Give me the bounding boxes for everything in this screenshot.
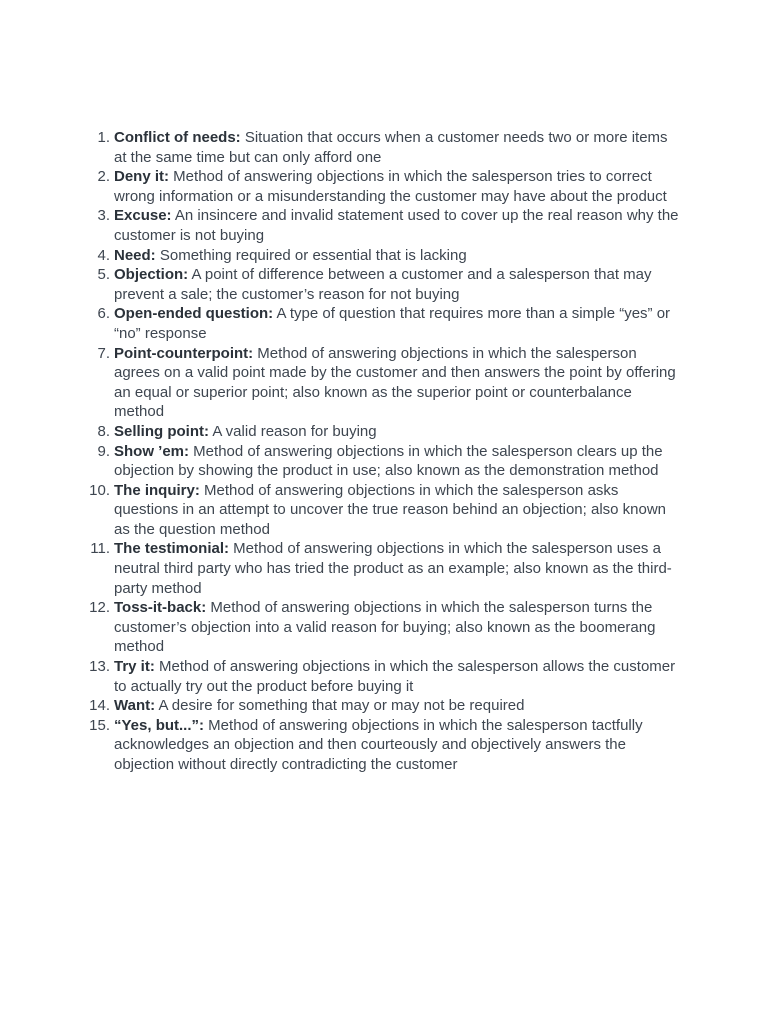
- glossary-entry-show-em: [84, 442, 684, 481]
- entry-term: Try it:: [114, 658, 155, 676]
- entry-term: Excuse:: [114, 207, 172, 225]
- glossary-entry-objection: [84, 265, 684, 304]
- entry-term: Open-ended question:: [114, 305, 274, 323]
- entry-definition: Method of answering objections in which the salesperson turns the customer’s objection into a valid reason for buying; also known as the boomerang method: [114, 599, 656, 656]
- entry-number: 12.: [89, 599, 110, 617]
- entry-number: 8.: [97, 422, 110, 440]
- entry-term: Toss-it-back:: [114, 599, 207, 617]
- glossary-entry-yes-but: [84, 716, 684, 775]
- glossary-entry-point-counterpoint: [84, 344, 684, 422]
- glossary-list: [84, 128, 684, 775]
- entry-definition: Method of answering objections in which the salesperson tactfully acknowledges an objection and then courteously and objectively answers the objection without directly contradicting the customer: [114, 716, 643, 773]
- entry-term: Conflict of needs:: [114, 129, 241, 146]
- entry-number: 4.: [97, 246, 110, 264]
- entry-number: 3.: [97, 207, 110, 225]
- entry-definition: Situation that occurs when a customer needs two or more items at the same time but can only afford one: [114, 129, 668, 166]
- entry-number: 14.: [89, 697, 110, 715]
- entry-definition: An insincere and invalid statement used to cover up the real reason why the customer is not buying: [114, 207, 679, 244]
- entry-number: 9.: [97, 442, 110, 460]
- entry-term: The testimonial:: [114, 540, 230, 558]
- glossary-entry-the-testimonial: [84, 539, 684, 598]
- entry-term: Objection:: [114, 266, 189, 284]
- entry-number: 1.: [97, 129, 110, 146]
- glossary-entry-try-it: [84, 657, 684, 696]
- entry-definition: Something required or essential that is lacking: [155, 246, 467, 264]
- entry-term: “Yes, but...”:: [114, 716, 205, 734]
- entry-definition: A point of difference between a customer and a salesperson that may prevent a sale; the customer’s reason for not buying: [114, 266, 652, 303]
- entry-number: 2.: [97, 168, 110, 186]
- entry-definition: Method of answering objections in which the salesperson agrees on a valid point made by the customer and then answers the point by offering an equal or superior point; also known as the superior point or counterbalance method: [114, 344, 676, 421]
- glossary-entry-open-ended-question: [84, 304, 684, 343]
- glossary-entry-need: [84, 246, 684, 266]
- entry-definition: Method of answering objections in which the salesperson tries to correct wrong information or a misunderstanding the customer may have about the product: [114, 168, 667, 205]
- glossary-entry-toss-it-back: [84, 598, 684, 657]
- entry-number: 6.: [97, 305, 110, 323]
- entry-definition: Method of answering objections in which the salesperson asks questions in an attempt to uncover the true reason behind an objection; also known as the question method: [114, 481, 667, 538]
- entry-number: 13.: [89, 658, 110, 676]
- entry-number: 7.: [97, 344, 110, 362]
- glossary-entry-want: [84, 696, 684, 716]
- entry-term: Point-counterpoint:: [114, 344, 254, 362]
- entry-term: Need:: [114, 246, 156, 264]
- entry-definition: A desire for something that may or may not be required: [155, 697, 525, 715]
- entry-definition: Method of answering objections in which the salesperson clears up the objection by showing the product in use; also known as the demonstration method: [114, 442, 663, 480]
- glossary-entry-selling-point: [84, 422, 684, 442]
- entry-number: 10.: [89, 481, 110, 499]
- entry-term: The inquiry:: [114, 481, 200, 499]
- glossary-entry-the-inquiry: [84, 481, 684, 540]
- entry-definition: Method of answering objections in which the salesperson allows the customer to actually try out the product before buying it: [114, 658, 676, 695]
- entry-term: Show ’em:: [114, 442, 190, 460]
- entry-term: Deny it:: [114, 168, 170, 186]
- glossary-entry-excuse: [84, 206, 684, 245]
- entry-number: 15.: [89, 716, 110, 734]
- entry-term: Selling point:: [114, 422, 209, 440]
- glossary-entry-deny-it: [84, 167, 684, 206]
- glossary-entry-conflict-of-needs: [84, 128, 684, 167]
- entry-definition: A valid reason for buying: [209, 422, 377, 440]
- entry-number: 5.: [97, 266, 110, 284]
- entry-definition: Method of answering objections in which the salesperson uses a neutral third party who has tried the product as an example; also known as the third-party method: [114, 540, 672, 597]
- entry-number: 11.: [90, 540, 110, 558]
- entry-definition: A type of question that requires more than a simple “yes” or “no” response: [114, 305, 671, 342]
- entry-term: Want:: [114, 697, 156, 715]
